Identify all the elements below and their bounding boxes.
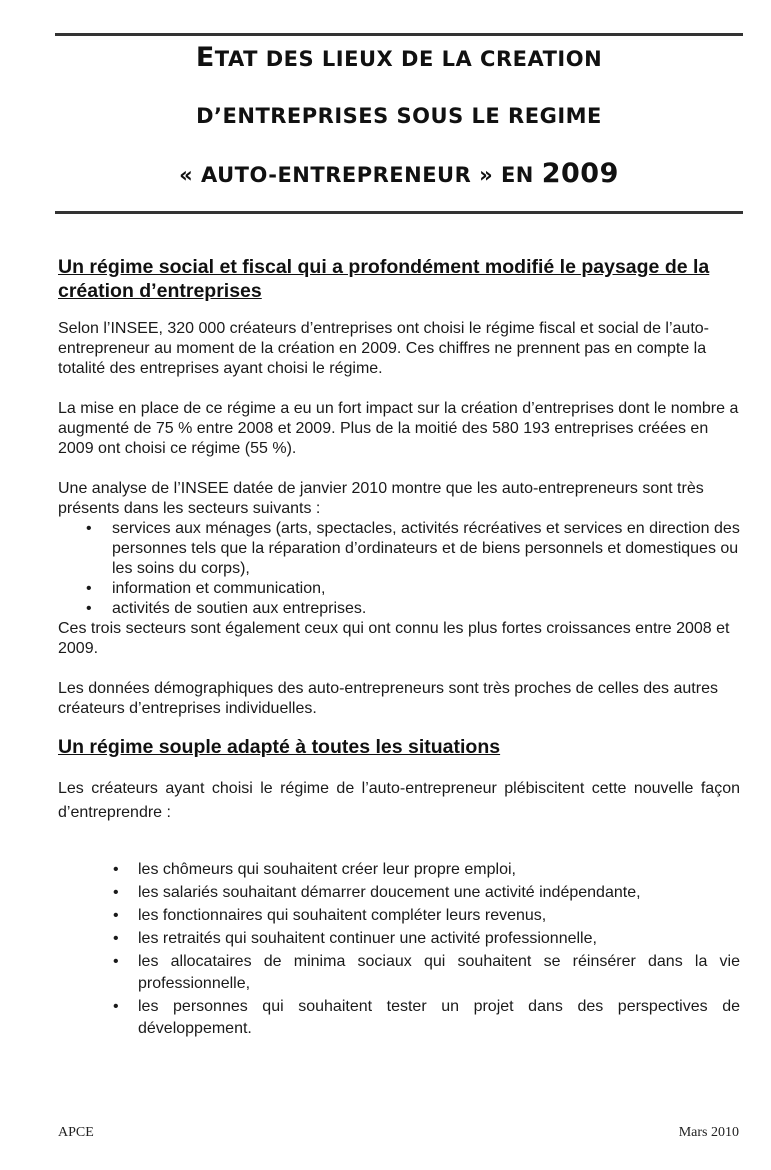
bullet-icon: • xyxy=(113,930,119,947)
sectors-list xyxy=(58,519,740,619)
bottom-rule xyxy=(55,211,743,214)
section1-paragraph-2: La mise en place de ce régime a eu un fort impact sur la création d’entreprises dont le nombre a augmenté de 75 % entre 2008 et 2009. Plus de la moitié des 580 193 entreprises créées en 2009 ont choisi ce régime (55 %). xyxy=(58,400,739,457)
list-item: • information et communication, xyxy=(86,580,326,597)
list-item: • les fonctionnaires qui souhaitent compléter leurs revenus, xyxy=(58,905,740,927)
list-item: • les retraités qui souhaitent continuer une activité professionnelle, xyxy=(58,928,740,950)
title-line-2: D’ENTREPRISES SOUS LE REGIME xyxy=(196,104,602,128)
sectors-intro: Une analyse de l’INSEE datée de janvier 2010 montre que les auto-entrepreneurs sont très présents dans les secteurs suivants : xyxy=(58,480,704,517)
document-body xyxy=(58,255,740,1041)
bullet-icon: • xyxy=(113,998,119,1015)
bullet-icon: • xyxy=(113,953,119,970)
title-line-3: « AUTO-ENTREPRENEUR » EN 2009 xyxy=(179,158,619,189)
footer-left: APCE xyxy=(58,1125,94,1140)
bullet-icon: • xyxy=(86,580,92,597)
list-item: • les allocataires de minima sociaux qui souhaitent se réinsérer dans la vie professionnelle, xyxy=(113,953,740,992)
section1-paragraph-1: Selon l’INSEE, 320 000 créateurs d’entreprises ont choisi le régime fiscal et social de l’auto-entrepreneur au moment de la création en 2009. Ces chiffres ne prennent pas en compte la totalité des entreprises ayant choisi le régime. xyxy=(58,320,709,377)
list-item: • les personnes qui souhaitent tester un projet dans des perspectives de développement. xyxy=(113,998,740,1037)
section1-heading: Un régime social et fiscal qui a profondément modifié le paysage de la création d’entreprises xyxy=(58,256,710,302)
section1-paragraph-3 xyxy=(58,479,740,659)
profiles-list xyxy=(58,859,740,1040)
section1-paragraph-4: Les données démographiques des auto-entrepreneurs sont très proches de celles des autres créateurs d’entreprises individuelles. xyxy=(58,680,718,717)
list-item: • services aux ménages (arts, spectacles, activités récréatives et services en direction des personnes tels que la réparation d’ordinateurs et de biens personnels et domestiques ou les soins du corps), xyxy=(86,520,740,577)
bullet-icon: • xyxy=(113,907,119,924)
list-item: • activités de soutien aux entreprises. xyxy=(86,600,367,617)
list-item: • les salariés souhaitant démarrer doucement une activité indépendante, xyxy=(58,882,740,904)
document-title xyxy=(55,38,743,212)
top-rule xyxy=(55,33,743,36)
section2-heading: Un régime souple adapté à toutes les situations xyxy=(58,736,501,758)
sectors-outro: Ces trois secteurs sont également ceux qui ont connu les plus fortes croissances entre 2008 et 2009. xyxy=(58,620,730,657)
footer-right: Mars 2010 xyxy=(678,1125,739,1140)
title-line-1: ETAT DES LIEUX DE LA CREATION xyxy=(195,42,603,73)
list-item: • les chômeurs qui souhaitent créer leur propre emploi, xyxy=(58,859,740,881)
bullet-icon: • xyxy=(86,520,92,537)
section2-intro: Les créateurs ayant choisi le régime de l’auto-entrepreneur plébiscitent cette nouvelle façon d’entreprendre : xyxy=(58,780,740,821)
bullet-icon: • xyxy=(113,861,119,878)
bullet-icon: • xyxy=(113,884,119,901)
bullet-icon: • xyxy=(86,600,92,617)
